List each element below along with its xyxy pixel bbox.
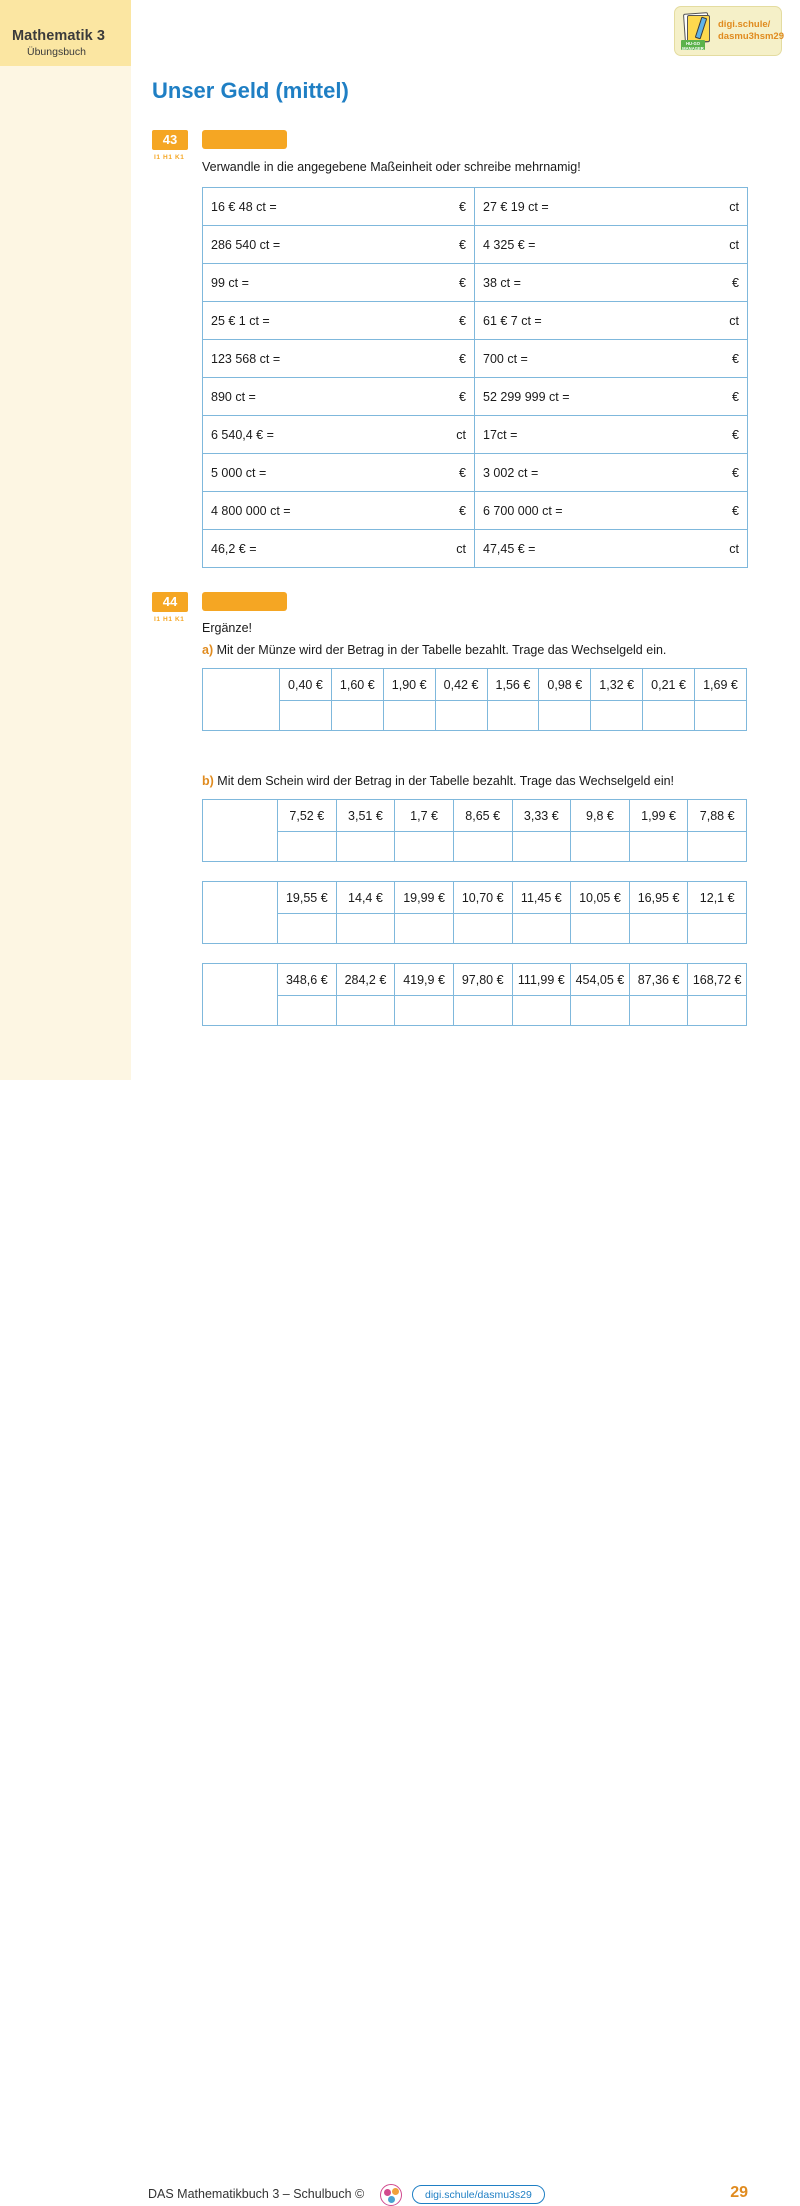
conversion-cell[interactable] <box>475 302 748 340</box>
task-instruction-44: Ergänze! <box>202 621 253 635</box>
amount-cell: 1,60 € <box>331 669 383 701</box>
conversion-unit: € <box>732 351 739 366</box>
conversion-unit: € <box>459 465 466 480</box>
conversion-term: 27 € 19 ct = <box>483 199 549 214</box>
table-row <box>203 882 747 914</box>
left-color-band <box>0 0 131 1080</box>
answer-cell[interactable] <box>695 701 747 731</box>
task-tags-44: I1 H1 K1 <box>154 616 185 623</box>
footer-text: DAS Mathematikbuch 3 – Schulbuch © <box>148 2187 365 2201</box>
task-44b-text: Mit dem Schein wird der Betrag in der Tabelle bezahlt. Trage das Wechselgeld ein! <box>217 774 675 788</box>
task-44a-text: Mit der Münze wird der Betrag in der Tabelle bezahlt. Trage das Wechselgeld ein. <box>216 643 667 657</box>
amount-cell: 19,55 € <box>278 882 337 914</box>
amount-cell: 1,7 € <box>395 800 454 832</box>
task-bar-43 <box>202 130 287 149</box>
digi-badge-text <box>718 19 784 43</box>
amount-cell: 0,42 € <box>435 669 487 701</box>
conversion-unit: € <box>732 275 739 290</box>
answer-cell[interactable] <box>512 832 571 862</box>
task-44b-label: b) <box>202 774 214 788</box>
conversion-table <box>202 187 748 568</box>
teddy-bear-with-twenty-euro-note-photo <box>203 882 278 944</box>
answer-cell[interactable] <box>512 914 571 944</box>
conversion-term: 123 568 ct = <box>211 351 281 366</box>
conversion-cell[interactable] <box>475 530 748 568</box>
worksheet-pencil-icon <box>681 12 713 50</box>
answer-cell[interactable] <box>629 914 688 944</box>
answer-cell[interactable] <box>571 832 630 862</box>
amount-cell: 12,1 € <box>688 882 747 914</box>
conversion-cell[interactable] <box>203 264 475 302</box>
amount-cell: 3,33 € <box>512 800 571 832</box>
answer-cell[interactable] <box>278 996 337 1026</box>
digi-schule-badge[interactable] <box>674 6 785 56</box>
conversion-cell[interactable] <box>475 416 748 454</box>
answer-cell[interactable] <box>629 832 688 862</box>
amount-cell: 111,99 € <box>512 964 571 996</box>
conversion-unit: € <box>459 503 466 518</box>
digi-badge-line1: digi.schule/ <box>718 19 771 30</box>
digi-badge-line2: dasmu3hsm29 <box>718 31 785 42</box>
amount-cell: 0,40 € <box>280 669 332 701</box>
amount-cell: 87,36 € <box>629 964 688 996</box>
amount-cell: 9,8 € <box>571 800 630 832</box>
answer-cell[interactable] <box>453 832 512 862</box>
answer-cell[interactable] <box>453 914 512 944</box>
conversion-cell[interactable] <box>475 492 748 530</box>
amount-cell: 19,99 € <box>395 882 454 914</box>
answer-cell[interactable] <box>643 701 695 731</box>
task-number-44: 44 <box>152 592 188 612</box>
table-row <box>203 964 747 996</box>
answer-cell[interactable] <box>336 996 395 1026</box>
table-row <box>203 832 747 862</box>
conversion-unit: ct <box>456 427 466 442</box>
table-row <box>203 454 748 492</box>
amount-cell: 284,2 € <box>336 964 395 996</box>
amount-cell: 1,99 € <box>629 800 688 832</box>
answer-cell[interactable] <box>688 914 747 944</box>
answer-cell[interactable] <box>539 701 591 731</box>
amount-cell: 8,65 € <box>453 800 512 832</box>
change-table-note-500 <box>202 963 747 1026</box>
conversion-unit: € <box>459 351 466 366</box>
amount-cell: 0,21 € <box>643 669 695 701</box>
answer-cell[interactable] <box>395 996 454 1026</box>
task-number-43: 43 <box>152 130 188 150</box>
book-title: Mathematik 3 <box>12 28 106 44</box>
amount-cell: 7,88 € <box>688 800 747 832</box>
answer-cell[interactable] <box>278 832 337 862</box>
answer-cell[interactable] <box>395 914 454 944</box>
amount-cell: 1,32 € <box>591 669 643 701</box>
table-row <box>203 188 748 226</box>
answer-cell[interactable] <box>688 832 747 862</box>
amount-cell: 348,6 € <box>278 964 337 996</box>
conversion-unit: € <box>459 389 466 404</box>
answer-cell[interactable] <box>395 832 454 862</box>
table-row <box>203 530 748 568</box>
conversion-unit: € <box>732 503 739 518</box>
amount-cell: 10,05 € <box>571 882 630 914</box>
answer-cell[interactable] <box>336 914 395 944</box>
conversion-unit: ct <box>729 237 739 252</box>
conversion-term: 3 002 ct = <box>483 465 539 480</box>
table-row <box>203 416 748 454</box>
conversion-unit: ct <box>729 199 739 214</box>
conversion-cell[interactable] <box>203 530 475 568</box>
conversion-term: 6 540,4 € = <box>211 427 274 442</box>
conversion-unit: € <box>459 237 466 252</box>
amount-cell: 1,90 € <box>383 669 435 701</box>
answer-cell[interactable] <box>512 996 571 1026</box>
table-row <box>203 492 748 530</box>
task-tags-43: I1 H1 K1 <box>154 154 185 161</box>
answer-cell[interactable] <box>629 996 688 1026</box>
answer-cell[interactable] <box>453 996 512 1026</box>
table-row <box>203 340 748 378</box>
conversion-term: 5 000 ct = <box>211 465 267 480</box>
amount-cell: 7,52 € <box>278 800 337 832</box>
amount-cell: 454,05 € <box>571 964 630 996</box>
conversion-cell[interactable] <box>203 454 475 492</box>
conversion-term: 25 € 1 ct = <box>211 313 270 328</box>
five-hundred-euro-note-photo <box>203 964 278 1026</box>
conversion-unit: € <box>732 427 739 442</box>
conversion-term: 17ct = <box>483 427 518 442</box>
conversion-term: 46,2 € = <box>211 541 257 556</box>
table-row <box>203 701 747 731</box>
task-44a-label: a) <box>202 643 214 657</box>
conversion-term: 38 ct = <box>483 275 521 290</box>
conversion-unit: ct <box>729 313 739 328</box>
answer-cell[interactable] <box>591 701 643 731</box>
conversion-term: 6 700 000 ct = <box>483 503 563 518</box>
ten-euro-note-photo <box>203 800 278 862</box>
amount-cell: 419,9 € <box>395 964 454 996</box>
conversion-cell[interactable] <box>203 492 475 530</box>
conversion-term: 99 ct = <box>211 275 249 290</box>
conversion-term: 4 325 € = <box>483 237 536 252</box>
conversion-term: 61 € 7 ct = <box>483 313 542 328</box>
change-table-note-10 <box>202 799 747 862</box>
conversion-cell[interactable] <box>203 378 475 416</box>
table-row <box>203 996 747 1026</box>
two-euro-coin-photo <box>203 669 280 731</box>
conversion-term: 52 299 999 ct = <box>483 389 570 404</box>
conversion-term: 700 ct = <box>483 351 528 366</box>
task-bar-44 <box>202 592 287 611</box>
page-title: Unser Geld (mittel) <box>152 78 349 103</box>
amount-cell: 97,80 € <box>453 964 512 996</box>
conversion-cell[interactable] <box>475 226 748 264</box>
answer-cell[interactable] <box>571 914 630 944</box>
footer <box>0 1090 800 2201</box>
table-row <box>203 378 748 416</box>
conversion-cell[interactable] <box>203 416 475 454</box>
answer-cell[interactable] <box>278 914 337 944</box>
page-number: 29 <box>730 2184 748 2201</box>
conversion-unit: € <box>732 465 739 480</box>
answer-cell[interactable] <box>435 701 487 731</box>
conversion-unit: ct <box>729 541 739 556</box>
amount-cell: 14,4 € <box>336 882 395 914</box>
conversion-cell[interactable] <box>475 454 748 492</box>
amount-cell: 1,56 € <box>487 669 539 701</box>
conversion-term: 16 € 48 ct = <box>211 199 277 214</box>
hugo-manager-label: HU-GO MANAGER <box>682 41 704 51</box>
conversion-cell[interactable] <box>475 340 748 378</box>
conversion-unit: ct <box>456 541 466 556</box>
answer-cell[interactable] <box>571 996 630 1026</box>
conversion-cell[interactable] <box>475 378 748 416</box>
conversion-term: 47,45 € = <box>483 541 536 556</box>
answer-cell[interactable] <box>336 832 395 862</box>
conversion-unit: € <box>459 313 466 328</box>
amount-cell: 1,69 € <box>695 669 747 701</box>
task-instruction-43: Verwandle in die angegebene Maßeinheit oder schreibe mehrnamig! <box>202 160 581 174</box>
conversion-cell[interactable] <box>203 340 475 378</box>
footer-digi-link[interactable]: digi.schule/dasmu3s29 <box>412 2185 545 2204</box>
conversion-unit: € <box>459 275 466 290</box>
book-subtitle: Übungsbuch <box>27 46 86 58</box>
publisher-logo-icon <box>380 2184 402 2206</box>
conversion-term: 286 540 ct = <box>211 237 281 252</box>
table-row <box>203 226 748 264</box>
task-44b-line <box>202 774 674 788</box>
conversion-cell[interactable] <box>203 226 475 264</box>
amount-cell: 11,45 € <box>512 882 571 914</box>
conversion-cell[interactable] <box>203 302 475 340</box>
amount-cell: 16,95 € <box>629 882 688 914</box>
table-row <box>203 914 747 944</box>
amount-cell: 168,72 € <box>688 964 747 996</box>
answer-cell[interactable] <box>383 701 435 731</box>
change-table-coin <box>202 668 747 731</box>
conversion-term: 4 800 000 ct = <box>211 503 291 518</box>
conversion-unit: € <box>459 199 466 214</box>
answer-cell[interactable] <box>331 701 383 731</box>
conversion-unit: € <box>732 389 739 404</box>
amount-cell: 10,70 € <box>453 882 512 914</box>
answer-cell[interactable] <box>688 996 747 1026</box>
table-row <box>203 302 748 340</box>
amount-cell: 0,98 € <box>539 669 591 701</box>
table-row <box>203 264 748 302</box>
amount-cell: 3,51 € <box>336 800 395 832</box>
conversion-cell[interactable] <box>475 188 748 226</box>
task-44a-line <box>202 643 666 657</box>
conversion-cell[interactable] <box>475 264 748 302</box>
conversion-term: 890 ct = <box>211 389 256 404</box>
change-table-note-20 <box>202 881 747 944</box>
conversion-cell[interactable] <box>203 188 475 226</box>
answer-cell[interactable] <box>280 701 332 731</box>
table-row <box>203 800 747 832</box>
answer-cell[interactable] <box>487 701 539 731</box>
table-row <box>203 669 747 701</box>
